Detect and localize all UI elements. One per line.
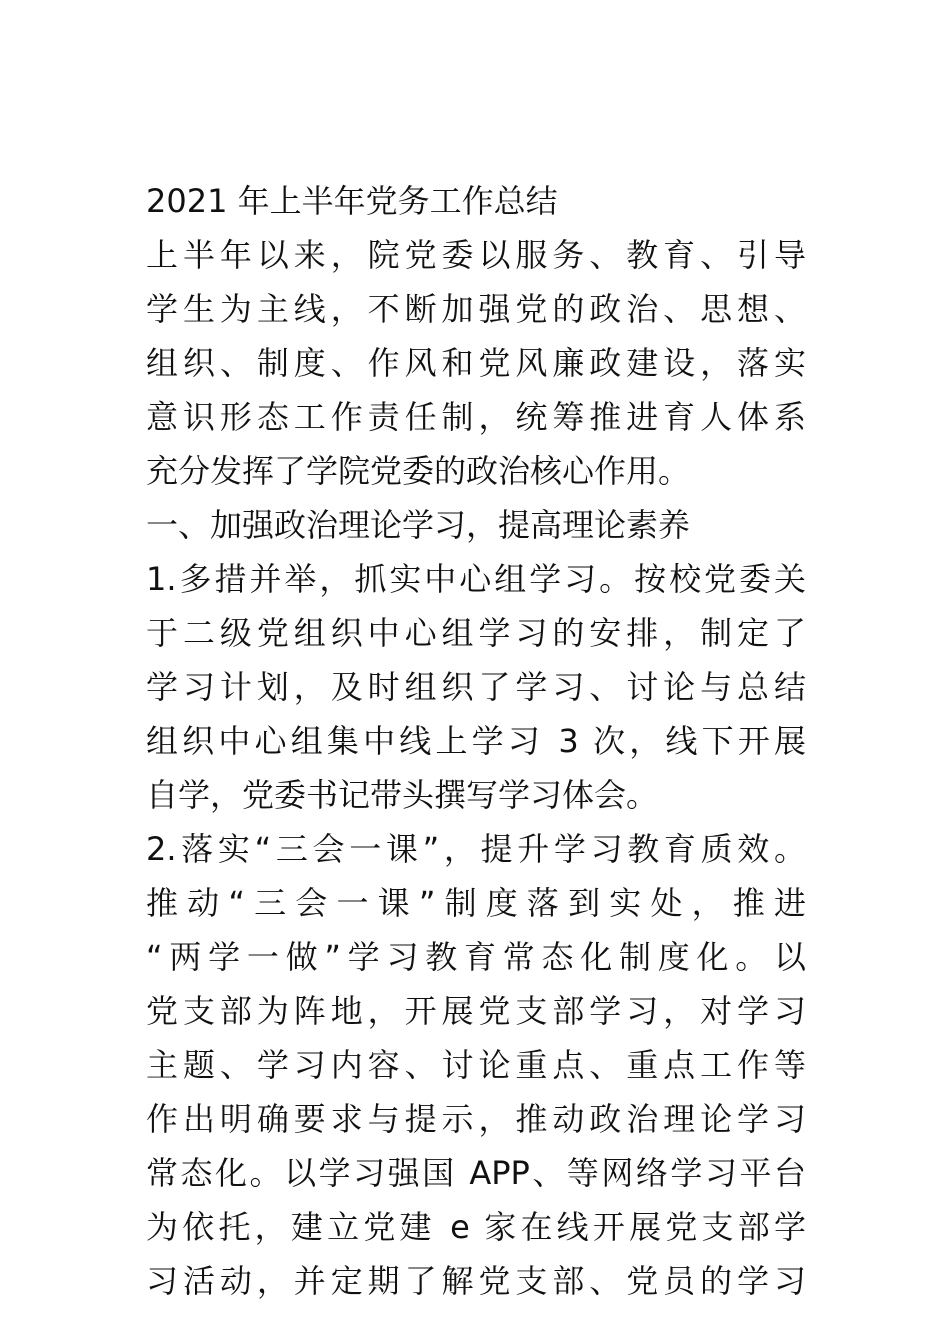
document-body xyxy=(146,174,806,1308)
paragraph-line: 党支部为阵地，开展党支部学习，对学习 xyxy=(146,992,806,1030)
paragraph-line: 自学，党委书记带头撰写学习体会。 xyxy=(146,776,659,814)
paragraph-line: 于二级党组织中心组学习的安排，制定了 xyxy=(146,614,806,652)
paragraph-line: “两学一做”学习教育常态化制度化。以 xyxy=(146,938,806,976)
paragraph-line: 1.多措并举，抓实中心组学习。按校党委关 xyxy=(146,560,806,598)
section-heading: 一、加强政治理论学习，提高理论素养 xyxy=(146,506,691,544)
paragraph-line: 作出明确要求与提示，推动政治理论学习 xyxy=(146,1100,806,1138)
paragraph-line: 充分发挥了学院党委的政治核心作用。 xyxy=(146,452,691,490)
paragraph-line: 为依托，建立党建 e 家在线开展党支部学 xyxy=(146,1208,806,1246)
document-title: 2021 年上半年党务工作总结 xyxy=(146,182,558,220)
paragraph-line: 上半年以来，院党委以服务、教育、引导 xyxy=(146,236,806,274)
paragraph-line: 主题、学习内容、讨论重点、重点工作等 xyxy=(146,1046,806,1084)
paragraph-line: 意识形态工作责任制，统筹推进育人体系 xyxy=(146,398,806,436)
paragraph-line: 2.落实“三会一课”，提升学习教育质效。 xyxy=(146,830,806,868)
paragraph-line: 学习计划，及时组织了学习、讨论与总结 xyxy=(146,668,806,706)
paragraph-line: 推动“三会一课”制度落到实处，推进 xyxy=(146,884,806,922)
paragraph-line: 组织、制度、作风和党风廉政建设，落实 xyxy=(146,344,806,382)
paragraph-line: 习活动，并定期了解党支部、党员的学习 xyxy=(146,1262,806,1300)
paragraph-line: 常态化。以学习强国 APP、等网络学习平台 xyxy=(146,1154,806,1192)
paragraph-line: 学生为主线，不断加强党的政治、思想、 xyxy=(146,290,806,328)
paragraph-line: 组织中心组集中线上学习 3 次，线下开展 xyxy=(146,722,806,760)
